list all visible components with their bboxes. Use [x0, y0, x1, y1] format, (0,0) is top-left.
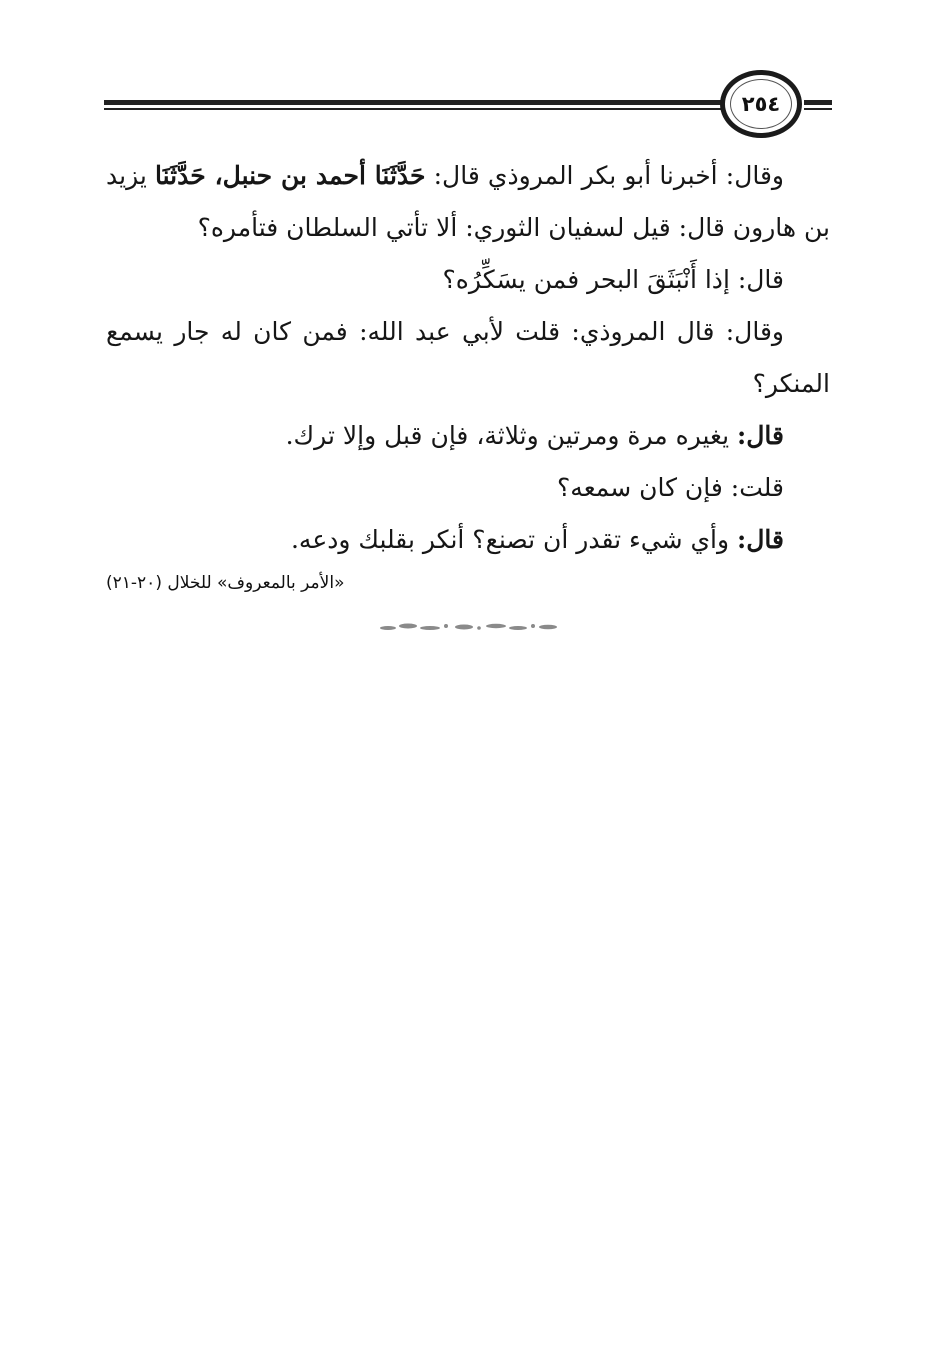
paragraph-1-bold: حَدَّثَنَا أحمد بن حنبل، حَدَّثَنَا: [154, 161, 426, 190]
page-body: [106, 150, 830, 594]
paragraph-5: قلت: فإن كان سمعه؟: [557, 473, 784, 502]
source-citation: «الأمر بالمعروف» للخلال (٢٠-٢١): [106, 573, 345, 593]
paragraph-2: قال: إذا أَنْبَثَقَ البحر فمن يسَكِّرُه؟: [442, 265, 784, 294]
header-rule-right: [804, 100, 832, 105]
section-ornament: [378, 620, 560, 634]
header-rule-right-thin: [804, 108, 832, 110]
paragraph-4-label: قال:: [737, 421, 784, 450]
paragraph-3: وقال: قال المروذي: قلت لأبي عبد الله: فمن كان له جار يسمع المنكر؟: [106, 317, 830, 398]
header-rule: [104, 100, 726, 105]
paragraph-6: [106, 514, 830, 566]
paragraph-6-text: وأي شيء تقدر أن تصنع؟ أنكر بقلبك ودعه.: [290, 525, 738, 554]
page-number-medallion: [720, 70, 802, 138]
page-header: [104, 60, 834, 150]
paragraph-1: [106, 150, 830, 254]
paragraph-4-text: يغيره مرة ومرتين وثلاثة، فإن قبل وإلا ترك.: [285, 421, 738, 450]
header-rule-thin: [104, 108, 726, 110]
paragraph-1-rest: يزيد بن هارون قال: قيل لسفيان الثوري: ألا تأتي السلطان فتأمره؟: [106, 161, 830, 242]
page-number: ٢٥٤: [730, 79, 792, 129]
paragraph-1-lead: وقال: أخبرنا أبو بكر المروذي قال:: [425, 161, 784, 190]
paragraph-6-label: قال:: [737, 525, 784, 554]
paragraph-4: [106, 410, 830, 462]
